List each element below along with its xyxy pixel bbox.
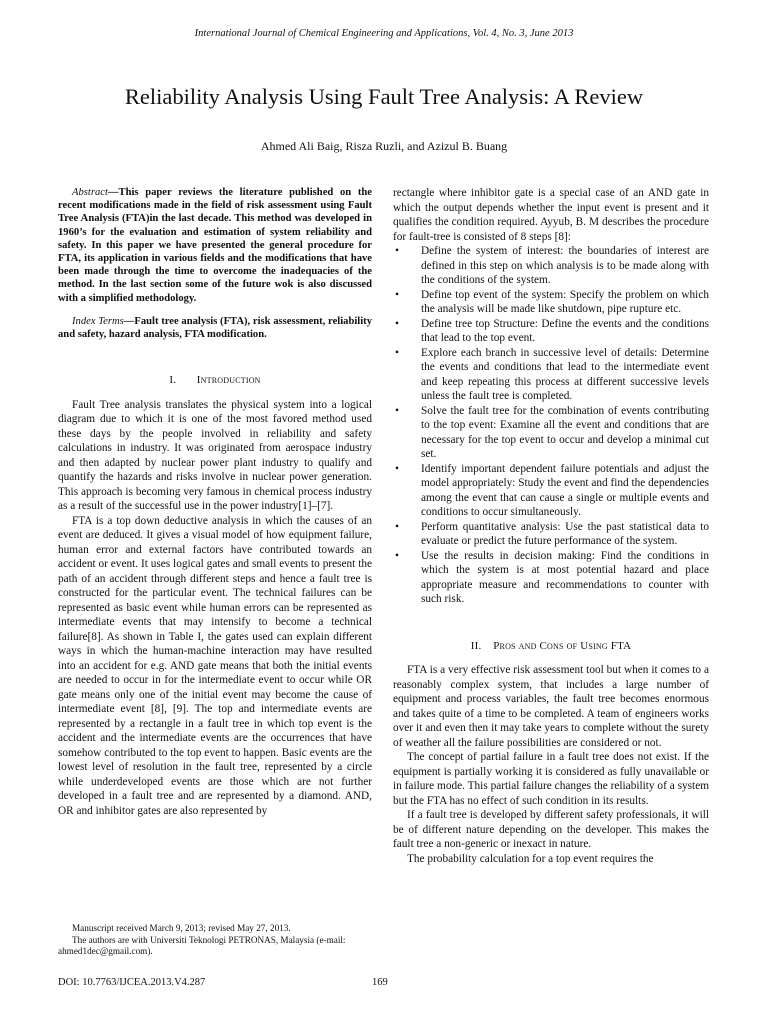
bullet-icon: • [395,404,399,417]
list-item: • Identify important dependent failure potentials and adjust the model appropriately: Study the event and find the dependencies among the event that can cause a single or multiple events and conditions to occur simultaneously. [395,462,709,518]
list-item: • Define the system of interest: the boundaries of interest are defined in this step on which analysis is to be made along with the conditions of the system. [395,245,709,286]
intro-paragraph-1: Fault Tree analysis translates the physical system into a logical diagram due to which it is one of the most favored method used these days by the people involved in reliability and safety calculations in industry. It was originated from aerospace industry and then adapted by nuclear power plant industry to qualify and quantify the hazards and risks involve in nuclear power generation. This approach is becoming very famous in chemical process industry as a result of the successful use in the power industry[1]–[7]. [58,398,372,513]
right-column [393,186,709,866]
doi: DOI: 10.7763/IJCEA.2013.V4.287 [58,977,206,988]
journal-header: International Journal of Chemical Engineering and Applications, Vol. 4, No. 3, June 2013 [194,28,574,39]
list-item: • Use the results in decision making: Find the conditions in which the system is at most potential hazard and place appropriate measure and recommendations to counter with such risk. [395,549,709,605]
footnote-manuscript: Manuscript received March 9, 2013; revised May 27, 2013. [72,923,291,933]
left-column [58,186,372,818]
bullet-icon: • [395,346,399,359]
page-number: 169 [372,977,388,988]
list-item: • Perform quantitative analysis: Use the past statistical data to evaluate or predict the future performance of the system. [395,520,709,547]
pros-cons-paragraph-2: The concept of partial failure in a fault tree does not exist. If the equipment is partially working it is considered as fully unavailable or in failure mode. This partial failure changes the reliability of a system but the FTA has no effect of such condition in its results. [393,751,709,807]
section-heading-introduction: I. Introduction [169,374,261,387]
list-item: • Solve the fault tree for the combination of events contributing to the top event: Examine all the event and conditions that are necessary for the top event to occur and develop a minimal cut set. [395,404,709,460]
intro-paragraph-2: FTA is a top down deductive analysis in which the causes of an event are deduced. It gives a visual model of how equipment failure, human error and external factors have contributed towards an accident or event. It uses logical gates and small events to present the path of an accident through different steps and hence a fault tree is constructed for the particular event. The technical failures can be represented as basic event while human errors can be represented as intermediate events that may intensify to become a technical failure[8]. As shown in Table I, the gates used can explain different ways in which the human-machine interaction may have resulted into an accident for e.g. AND gate means that both the initial events are needed to occur in for the intermediate event to occur while OR gate means only one of the initial event may become the cause of intermediate event [8], [9]. The top and intermediate events are represented by a rectangle in a fault tree in which top event is the accident and the intermediate events are the occurrences that have somehow contributed to the top event to happen. Basic events are the lowest level of resolution in the fault tree, represented by a circle while underdeveloped events are those which are not further developed in a fault tree and are represented by a diamond. AND, OR and inhibitor gates are also represented by [58,514,372,817]
footnote [58,923,372,958]
pros-cons-paragraph-4: The probability calculation for a top event requires the [407,852,654,865]
continuation-paragraph: rectangle where inhibitor gate is a special case of an AND gate in which the output depends whether the input event is present and it qualifies the condition required. Ayyub, B. M describes the procedure for fault-tree is consisted of 8 steps [8]: [393,187,709,243]
pros-cons-paragraph-1: FTA is a very effective risk assessment tool but when it comes to a reasonably complex system, that includes a large number of equipment and process variables, the fault tree becomes enormous and takes quite of a time to be completed. A team of engineers works over it and even then it may take years to complete without the surety of weather all the failure possibilities are considered or not. [393,664,709,749]
bullet-icon: • [395,549,399,562]
bullet-icon: • [395,462,399,475]
index-terms-dash: — [123,315,135,327]
abstract-dash: — [107,187,119,198]
list-item: • Define top event of the system: Specify the problem on which the analysis will be made like shutdown, pipe rupture etc. [395,288,709,315]
bullet-icon: • [395,520,399,533]
pros-cons-paragraph-3: If a fault tree is developed by different safety professionals, it will be of different nature depending on the developer. This makes the fault tree a non-generic or inexact in nature. [393,809,709,850]
abstract [58,186,372,305]
index-terms-label: Index Terms [72,315,124,327]
abstract-label: Abstract [72,187,108,198]
bullet-icon: • [395,245,399,257]
bullet-icon: • [395,317,399,330]
paper-title: Reliability Analysis Using Fault Tree Analysis: A Review [124,84,644,109]
author-list: Ahmed Ali Baig, Risza Ruzli, and Azizul B. Buang [260,139,508,153]
bullet-icon: • [395,288,399,301]
list-item: • Define tree top Structure: Define the events and the conditions that lead to the top event. [395,317,709,344]
abstract-text: This paper reviews the literature published on the recent modifications made in the field of risk assessment using Fault Tree Analysis (FTA)in the last decade. This method was developed in 1960’s for the evaluation and estimation of system reliability and safety. In this paper we have presented the general procedure for FTA, its application in various fields and the modifications that have been made through the time to overcome the inadequacies of the method. In the last section some of the future wok is also discussed with a simplified methodology. [58,187,372,304]
section-heading-pros-cons: II. Pros and Cons of Using FTA [470,639,632,652]
list-item: • Explore each branch in successive level of details: Determine the events and conditions that lead to the intermediate event and keep repeating this process at different successive levels unless the fault tree is completed. [395,346,709,402]
index-terms-text: Fault tree analysis (FTA), risk assessment, reliability and safety, hazard analysis, FTA modification. [58,315,372,341]
index-terms [58,315,372,341]
fta-steps-list [393,244,709,607]
footnote-affiliation: The authors are with Universiti Teknologi PETRONAS, Malaysia (e-mail: ahmed1dec@gmail.com). [58,934,346,956]
